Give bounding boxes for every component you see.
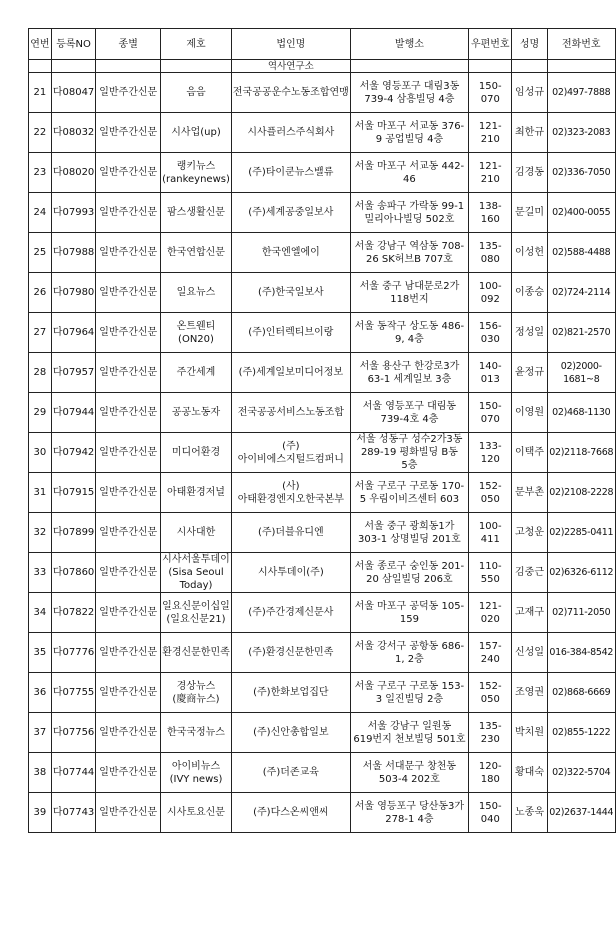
cell-phone: 02)711-2050 (547, 593, 615, 633)
table-row (29, 113, 616, 153)
cell-phone: 02)322-5704 (547, 753, 615, 793)
cell-no: 27 (29, 313, 52, 353)
cell-name: 김경동 (512, 153, 547, 193)
header-phone: 전화번호 (547, 29, 615, 60)
cell-addr: 서울 서대문구 창천동 503-4 202호 (350, 753, 468, 793)
cell-title: 아태환경저널 (161, 473, 232, 513)
note-cell: 역사연구소 (231, 60, 350, 73)
header-zip: 우편번호 (469, 29, 512, 60)
cell-phone: 02)323-2083 (547, 113, 615, 153)
cell-zip: 121-210 (469, 113, 512, 153)
cell-no: 23 (29, 153, 52, 193)
table-row (29, 73, 616, 113)
cell-no: 26 (29, 273, 52, 313)
table-row (29, 513, 616, 553)
cell-phone: 02)497-7888 (547, 73, 615, 113)
cell-no: 35 (29, 633, 52, 673)
table-row (29, 753, 616, 793)
cell-type: 일반주간신문 (96, 753, 161, 793)
table-row (29, 313, 616, 353)
cell-corp: (주)한화보업집단 (231, 673, 350, 713)
cell-title: 미디어환경 (161, 433, 232, 473)
cell-name: 정성일 (512, 313, 547, 353)
registry-table (28, 28, 616, 833)
table-row (29, 553, 616, 593)
cell-name: 문부촌 (512, 473, 547, 513)
cell-corp: (주)인터렉티브이랑 (231, 313, 350, 353)
cell-corp: 시사투데이(주) (231, 553, 350, 593)
cell-corp: (주)아이비에스지털드컴퍼니 (231, 433, 350, 473)
cell-no: 22 (29, 113, 52, 153)
cell-phone: 02)336-7050 (547, 153, 615, 193)
cell-zip: 138-160 (469, 193, 512, 233)
cell-name: 노종욱 (512, 793, 547, 833)
cell-phone: 02)400-0055 (547, 193, 615, 233)
cell-addr: 서울 용산구 한강로3가 63-1 세계일보 3층 (350, 353, 468, 393)
cell-no: 31 (29, 473, 52, 513)
cell-reg: 다07942 (51, 433, 95, 473)
cell-name: 이영원 (512, 393, 547, 433)
cell-title: 시사토요신문 (161, 793, 232, 833)
table-row (29, 433, 616, 473)
cell-zip: 140-013 (469, 353, 512, 393)
cell-no: 34 (29, 593, 52, 633)
cell-phone: 02)2118-7668 (547, 433, 615, 473)
cell-title: 공공노동자 (161, 393, 232, 433)
cell-reg: 다08047 (51, 73, 95, 113)
cell-no: 39 (29, 793, 52, 833)
cell-no: 29 (29, 393, 52, 433)
cell-reg: 다07964 (51, 313, 95, 353)
cell-corp: 전국공공운수노동조합연맹 (231, 73, 350, 113)
cell-addr: 서울 중구 남대문로2가 118번지 (350, 273, 468, 313)
cell-title: 한국국정뉴스 (161, 713, 232, 753)
note-row (29, 60, 616, 73)
cell-zip: 156-030 (469, 313, 512, 353)
cell-title: 일요뉴스 (161, 273, 232, 313)
cell-addr: 서울 마포구 서교동 376-9 공업빌딩 4층 (350, 113, 468, 153)
cell-reg: 다07957 (51, 353, 95, 393)
cell-addr: 서울 강서구 공항동 686-1, 2층 (350, 633, 468, 673)
header-corp: 법인명 (231, 29, 350, 60)
cell-title: 일요신문이십일(일요신문21) (161, 593, 232, 633)
header-type: 종별 (96, 29, 161, 60)
cell-type: 일반주간신문 (96, 473, 161, 513)
cell-addr: 서울 구로구 구로동 153-3 일진빌딩 2층 (350, 673, 468, 713)
table-row (29, 193, 616, 233)
cell-type: 일반주간신문 (96, 713, 161, 753)
cell-type: 일반주간신문 (96, 193, 161, 233)
cell-reg: 다07944 (51, 393, 95, 433)
cell-type: 일반주간신문 (96, 273, 161, 313)
header-reg: 등록NO (51, 29, 95, 60)
cell-reg: 다07776 (51, 633, 95, 673)
cell-no: 28 (29, 353, 52, 393)
cell-corp: (주)주간경제신문사 (231, 593, 350, 633)
header-title: 제호 (161, 29, 232, 60)
cell-phone: 02)2637-1444 (547, 793, 615, 833)
cell-zip: 121-020 (469, 593, 512, 633)
cell-type: 일반주간신문 (96, 73, 161, 113)
cell-title: 랭키뉴스(rankeynews) (161, 153, 232, 193)
cell-type: 일반주간신문 (96, 793, 161, 833)
cell-zip: 150-070 (469, 393, 512, 433)
cell-reg: 다07743 (51, 793, 95, 833)
cell-zip: 157-240 (469, 633, 512, 673)
cell-type: 일반주간신문 (96, 313, 161, 353)
cell-corp: (주)더존교육 (231, 753, 350, 793)
table-row (29, 593, 616, 633)
cell-phone: 02)821-2570 (547, 313, 615, 353)
cell-corp: (주)한국일보사 (231, 273, 350, 313)
cell-zip: 120-180 (469, 753, 512, 793)
cell-type: 일반주간신문 (96, 553, 161, 593)
cell-name: 고청운 (512, 513, 547, 553)
table-row (29, 793, 616, 833)
cell-corp: 한국엔엘에이 (231, 233, 350, 273)
cell-zip: 152-050 (469, 673, 512, 713)
cell-corp: (주)세계일보미디어정보 (231, 353, 350, 393)
table-row (29, 713, 616, 753)
cell-type: 일반주간신문 (96, 233, 161, 273)
cell-name: 문길미 (512, 193, 547, 233)
cell-title: 시사서울투데이(Sisa Seoul Today) (162, 554, 230, 591)
cell-zip: 100-411 (469, 513, 512, 553)
cell-reg: 다07860 (51, 553, 95, 593)
cell-zip: 110-550 (469, 553, 512, 593)
cell-addr: 서울 강남구 역삼동 708-26 SK허브B 707호 (350, 233, 468, 273)
cell-name: 신성일 (512, 633, 547, 673)
cell-no: 36 (29, 673, 52, 713)
cell-addr: 서울 중구 광희동1가 303-1 상명빌딩 201호 (350, 513, 468, 553)
cell-corp: (사)아태환경엔지오한국본부 (231, 473, 350, 513)
cell-corp: (주)세계공중일보사 (231, 193, 350, 233)
cell-type: 일반주간신문 (96, 113, 161, 153)
cell-addr: 서울 영등포구 당산동3가 278-1 4층 (350, 793, 468, 833)
cell-phone: 02)724-2114 (547, 273, 615, 313)
cell-phone: 02)588-4488 (547, 233, 615, 273)
cell-phone: 02)868-6669 (547, 673, 615, 713)
cell-type: 일반주간신문 (96, 433, 161, 473)
header-addr: 발행소 (350, 29, 468, 60)
cell-corp: 전국공공서비스노동조합 (231, 393, 350, 433)
cell-title: 팜스생활신문 (161, 193, 232, 233)
cell-zip: 100-092 (469, 273, 512, 313)
cell-corp: 시사플러스주식회사 (231, 113, 350, 153)
cell-name: 박치원 (512, 713, 547, 753)
cell-type: 일반주간신문 (96, 633, 161, 673)
table-row (29, 153, 616, 193)
table-row (29, 673, 616, 713)
header-name: 성명 (512, 29, 547, 60)
cell-reg: 다07756 (51, 713, 95, 753)
cell-zip: 150-070 (469, 73, 512, 113)
cell-zip: 133-120 (469, 433, 512, 473)
cell-zip: 150-040 (469, 793, 512, 833)
cell-phone: 02)6326-6112 (547, 553, 615, 593)
cell-title: 시사업(up) (161, 113, 232, 153)
cell-no: 30 (29, 433, 52, 473)
cell-phone: 02)2285-0411 (547, 513, 615, 553)
cell-phone: 02)2000-1681~8 (547, 353, 615, 393)
table-row (29, 633, 616, 673)
table-row (29, 353, 616, 393)
cell-title: 환경신문한민족 (161, 633, 232, 673)
cell-type: 일반주간신문 (96, 673, 161, 713)
cell-name: 윤정규 (512, 353, 547, 393)
cell-name: 이종승 (512, 273, 547, 313)
cell-type: 일반주간신문 (96, 353, 161, 393)
cell-zip: 121-210 (469, 153, 512, 193)
table-row (29, 273, 616, 313)
cell-addr: 서울 마포구 공덕동 105-159 (350, 593, 468, 633)
cell-name: 황대숙 (512, 753, 547, 793)
cell-reg: 다07993 (51, 193, 95, 233)
cell-phone: 016-384-8542 (547, 633, 615, 673)
cell-title: 시사대한 (161, 513, 232, 553)
cell-type: 일반주간신문 (96, 593, 161, 633)
cell-name: 김중근 (512, 553, 547, 593)
cell-addr: 서울 구로구 구로동 170-5 우림이비즈센터 603 (350, 473, 468, 513)
cell-reg: 다07755 (51, 673, 95, 713)
cell-reg: 다07899 (51, 513, 95, 553)
cell-phone: 02)855-1222 (547, 713, 615, 753)
cell-reg: 다07980 (51, 273, 95, 313)
cell-addr: 서울 영등포구 대림동 739-4호 4층 (350, 393, 468, 433)
cell-title: 아이비뉴스(IVY news) (161, 753, 232, 793)
cell-corp: (주)다스온씨앤씨 (231, 793, 350, 833)
table-row (29, 473, 616, 513)
cell-name: 임성규 (512, 73, 547, 113)
cell-type: 일반주간신문 (96, 393, 161, 433)
cell-corp: (주)환경신문한민족 (231, 633, 350, 673)
cell-zip: 152-050 (469, 473, 512, 513)
cell-phone: 02)468-1130 (547, 393, 615, 433)
cell-title: 한국연합신문 (161, 233, 232, 273)
cell-reg: 다07822 (51, 593, 95, 633)
table-body (29, 60, 616, 833)
cell-no: 25 (29, 233, 52, 273)
cell-title: 주간세계 (161, 353, 232, 393)
cell-reg: 다08032 (51, 113, 95, 153)
table-row (29, 393, 616, 433)
cell-reg: 다07988 (51, 233, 95, 273)
cell-type: 일반주간신문 (96, 153, 161, 193)
cell-name: 고재구 (512, 593, 547, 633)
table-row (29, 233, 616, 273)
cell-reg: 다07915 (51, 473, 95, 513)
cell-type: 일반주간신문 (96, 513, 161, 553)
cell-no: 33 (29, 553, 52, 593)
cell-addr: 서울 성동구 성수2가3동 289-19 평화빌딩 B동 5층 (350, 433, 468, 473)
cell-zip: 135-230 (469, 713, 512, 753)
cell-reg: 다08020 (51, 153, 95, 193)
header-no: 연번 (29, 29, 52, 60)
cell-addr: 서울 강남구 일원동 619번지 천보빌딩 501호 (350, 713, 468, 753)
cell-addr: 서울 영등포구 대림3동 739-4 삼흥빌딩 4층 (350, 73, 468, 113)
cell-addr: 서울 마포구 서교동 442-46 (350, 153, 468, 193)
cell-title: 경상뉴스(慶商뉴스) (161, 673, 232, 713)
cell-corp: (주)타이쿤뉴스밸류 (231, 153, 350, 193)
cell-phone: 02)2108-2228 (547, 473, 615, 513)
cell-corp: (주)더블유디엔 (231, 513, 350, 553)
cell-corp: (주)신안총합일보 (231, 713, 350, 753)
header-row (29, 29, 616, 60)
cell-name: 조영권 (512, 673, 547, 713)
cell-no: 24 (29, 193, 52, 233)
cell-name: 이성헌 (512, 233, 547, 273)
cell-title: 온트웬티(ON20) (161, 313, 232, 353)
cell-name: 이택주 (512, 433, 547, 473)
cell-name: 최한규 (512, 113, 547, 153)
cell-addr: 서울 종로구 숭인동 201-20 삼일빌딩 206호 (350, 553, 468, 593)
cell-addr: 서울 동작구 상도동 486-9, 4층 (350, 313, 468, 353)
cell-reg: 다07744 (51, 753, 95, 793)
cell-no: 37 (29, 713, 52, 753)
cell-addr: 서울 송파구 가락동 99-1 밀리아나빌딩 502호 (350, 193, 468, 233)
cell-no: 21 (29, 73, 52, 113)
cell-zip: 135-080 (469, 233, 512, 273)
cell-no: 38 (29, 753, 52, 793)
cell-no: 32 (29, 513, 52, 553)
cell-title: 음음 (161, 73, 232, 113)
